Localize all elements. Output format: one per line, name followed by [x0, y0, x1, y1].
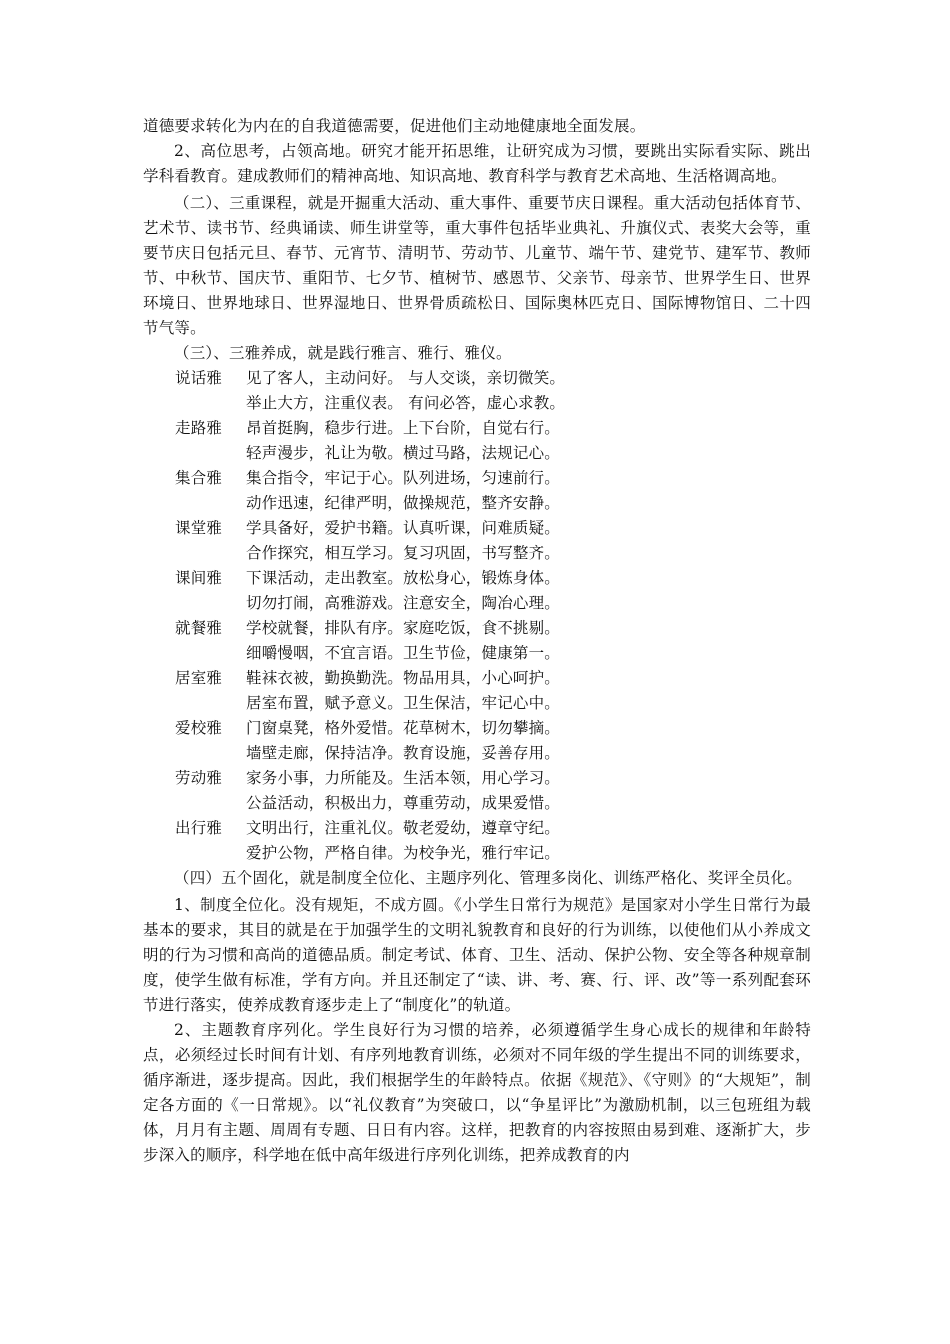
rule-name: 集合雅 — [175, 469, 223, 487]
rule-name: 走路雅 — [175, 419, 223, 437]
rule-item — [175, 566, 811, 616]
paragraph-high-position-thinking: 2、高位思考，占领高地。研究才能开拓思维，让研究成为习惯，要跳出实际看实际、跳出学科看教育。建成教师们的精神高地、知识高地、教育科学与教育艺术高地、生活格调高地。 — [143, 142, 811, 185]
rule-line: 鞋袜衣被，勤换勤洗。物品用具，小心呵护。 — [246, 669, 561, 687]
rule-line: 居室布置，赋予意义。卫生保洁，牢记心中。 — [246, 694, 561, 712]
paragraph-theme-serialization: 2、主题教育序列化。学生良好行为习惯的培养，必须遵循学生身心成长的规律和年龄特点，必须经过长时间有计划、有序列地教育训练，必须对不同年级的学生提出不同的训练要求，循序渐进，逐步提高。因此，我们根据学生的年龄特点。依据《规范》、《守则》的“大规矩”，制定各方面的《一日常规》。以“礼仪教育”为突破口，以“争星评比”为激励机制，以三包班组为载体，月月有主题、周周有专题、日日有内容。这样，把教育的内容按照由易到难、逐渐扩大，步步深入的顺序，科学地在低中高年级进行序列化训练，把养成教育的内 — [143, 1021, 811, 1164]
rule-item — [175, 666, 811, 716]
rule-line: 昂首挺胸，稳步行进。上下台阶，自觉右行。 — [246, 419, 561, 437]
bottom-section — [143, 866, 811, 1168]
rule-name: 就餐雅 — [175, 619, 223, 637]
rule-row-second — [175, 591, 811, 616]
rule-line: 学具备好，爱护书籍。认真听课，问难质疑。 — [246, 519, 561, 537]
rule-item — [175, 716, 811, 766]
rule-name: 说话雅 — [175, 369, 223, 387]
rule-name-spacer — [175, 491, 246, 516]
rule-name-spacer — [175, 441, 246, 466]
rule-row-first — [175, 516, 811, 541]
rule-line: 文明出行，注重礼仪。敬老爱幼，遵章守纪。 — [246, 819, 561, 837]
rule-row-first — [175, 766, 811, 791]
rule-item — [175, 816, 811, 866]
rule-line: 门窗桌凳，格外爱惜。花草树木，切勿攀摘。 — [246, 719, 561, 737]
rule-line: 学校就餐，排队有序。家庭吃饭，食不挑剔。 — [246, 619, 561, 637]
paragraph-continuation: 道德要求转化为内在的自我道德需要，促进他们主动地健康地全面发展。 — [143, 117, 646, 135]
rule-row-second — [175, 691, 811, 716]
rule-row-first — [175, 816, 811, 841]
rule-name-spacer — [175, 841, 246, 866]
rule-item — [175, 616, 811, 666]
rule-line: 公益活动，积极出力，尊重劳动，成果爱惜。 — [246, 794, 561, 812]
rule-name-spacer — [175, 591, 246, 616]
rule-name-spacer — [175, 391, 246, 416]
rule-row-second — [175, 841, 811, 866]
rule-item — [175, 366, 811, 416]
rule-row-first — [175, 716, 811, 741]
rule-name: 课间雅 — [175, 569, 223, 587]
rule-line: 下课活动，走出教室。放松身心，锻炼身体。 — [246, 569, 561, 587]
rule-name-spacer — [175, 541, 246, 566]
rule-row-second — [175, 491, 811, 516]
rule-name-spacer — [175, 691, 246, 716]
rule-item — [175, 766, 811, 816]
rule-name: 出行雅 — [175, 819, 223, 837]
rule-row-first — [175, 566, 811, 591]
elegance-rules-list — [143, 366, 811, 866]
rule-row-first — [175, 616, 811, 641]
rule-line: 举止大方，注重仪表。 有问必答，虚心求教。 — [246, 394, 566, 412]
rule-line: 切勿打闹，高雅游戏。注意安全，陶冶心理。 — [246, 594, 561, 612]
paragraph-three-courses: （二）、三重课程，就是开掘重大活动、重大事件、重要节庆日课程。重大活动包括体育节、艺术节、读书节、经典诵读、师生讲堂等，重大事件包括毕业典礼、升旗仪式、表奖大会等，重要节庆日包括元旦、春节、元宵节、清明节、劳动节、儿童节、端午节、建党节、建军节、教师节、中秋节、国庆节、重阳节、七夕节、植树节、感恩节、父亲节、母亲节、世界学生日、世界环境日、世界地球日、世界湿地日、世界骨质疏松日、国际奥林匹克日、国际博物馆日、二十四节气等。 — [143, 194, 811, 337]
rule-line: 轻声漫步，礼让为敬。横过马路，法规记心。 — [246, 444, 561, 462]
rule-line: 墙壁走廊，保持洁净。教育设施，妥善存用。 — [246, 744, 561, 762]
rule-item — [175, 416, 811, 466]
rule-row-second — [175, 441, 811, 466]
rule-row-first — [175, 466, 811, 491]
rule-line: 家务小事，力所能及。生活本领，用心学习。 — [246, 769, 561, 787]
rule-name: 居室雅 — [175, 669, 223, 687]
rule-line: 动作迅速，纪律严明，做操规范，整齐安静。 — [246, 494, 561, 512]
rule-name: 课堂雅 — [175, 519, 223, 537]
rule-line: 见了客人，主动问好。 与人交谈，亲切微笑。 — [246, 369, 566, 387]
rule-row-first — [175, 666, 811, 691]
rule-name-spacer — [175, 741, 246, 766]
rule-name-spacer — [175, 641, 246, 666]
rule-line: 细嚼慢咽，不宜言语。卫生节俭，健康第一。 — [246, 644, 561, 662]
rule-line: 合作探究，相互学习。复习巩固，书写整齐。 — [246, 544, 561, 562]
rule-name-spacer — [175, 791, 246, 816]
rule-name: 爱校雅 — [175, 719, 223, 737]
rule-row-first — [175, 366, 811, 391]
rule-row-second — [175, 641, 811, 666]
rule-line: 爱护公物，严格自律。为校争光，雅行牢记。 — [246, 844, 561, 862]
rule-name: 劳动雅 — [175, 769, 223, 787]
rule-row-second — [175, 791, 811, 816]
rule-line: 集合指令，牢记于心。队列进场，匀速前行。 — [246, 469, 561, 487]
rule-row-second — [175, 541, 811, 566]
paragraph-three-elegance-intro: （三）、三雅养成，就是践行雅言、雅行、雅仪。 — [174, 344, 512, 362]
top-section — [143, 114, 811, 366]
rule-item — [175, 466, 811, 516]
rule-row-second — [175, 391, 811, 416]
rule-item — [175, 516, 811, 566]
rule-row-first — [175, 416, 811, 441]
paragraph-five-solidifications: （四）五个固化，就是制度全位化、主题序列化、管理多岗化、训练严格化、奖评全员化。 — [174, 869, 803, 887]
document-page — [143, 114, 811, 1168]
paragraph-system-comprehensive: 1、制度全位化。没有规矩，不成方圆。《小学生日常行为规范》是国家对小学生日常行为最基本的要求，其目的就是在于加强学生的文明礼貌教育和良好的行为训练，以使他们从小养成文明的行为习惯和高尚的道德品质。制定考试、体育、卫生、活动、保护公物、安全等各种规章制度，使学生做有标准，学有方向。并且还制定了“读、讲、考、赛、行、评、改”等一系列配套环节进行落实，使养成教育逐步走上了“制度化”的轨道。 — [143, 896, 811, 1014]
rule-row-second — [175, 741, 811, 766]
